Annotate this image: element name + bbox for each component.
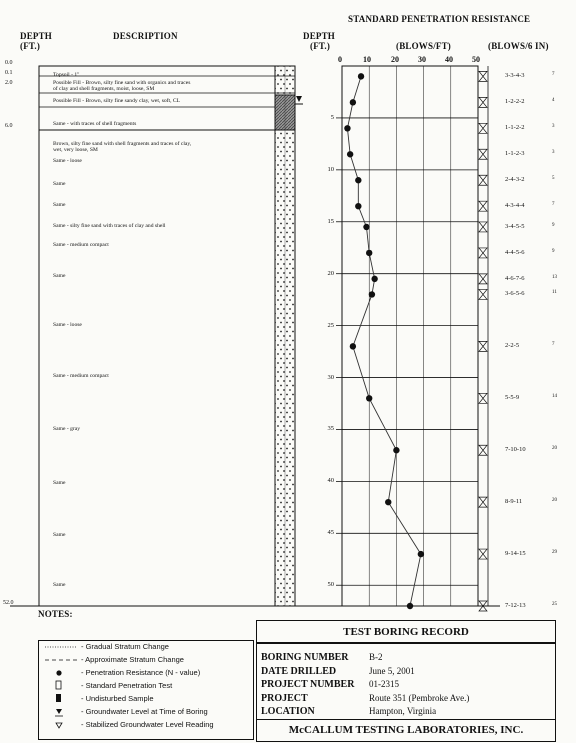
strata-depth-1: 0.1 bbox=[5, 70, 13, 76]
strata-depth-2: 2.0 bbox=[5, 80, 13, 86]
legend-item-dot bbox=[81, 668, 214, 681]
legend-item-undisturbed bbox=[81, 694, 214, 707]
depth-header-right: DEPTH bbox=[303, 31, 336, 41]
stratum-description: Possible Fill - Brown, silty fine sandy clay, wet, soft, CL bbox=[53, 98, 181, 104]
record-row bbox=[261, 647, 469, 661]
n-value-point-5 bbox=[355, 203, 361, 209]
spt-sample-2 bbox=[479, 123, 487, 133]
record-value: Hampton, Virginia bbox=[369, 706, 437, 716]
blows-ft-mark: 20 bbox=[552, 446, 557, 452]
stratum-description: Possible Fill - Brown, silty fine sand with organics and traces bbox=[53, 80, 191, 86]
chart-frame bbox=[342, 66, 478, 606]
y-tick-label: 35 bbox=[327, 425, 334, 433]
blows-6in-value: 4-6-7-6 bbox=[505, 274, 525, 282]
y-tick-label: 45 bbox=[327, 529, 334, 537]
legend-item-spt bbox=[81, 681, 214, 694]
stratum-description: Same - loose bbox=[53, 322, 82, 328]
legend-symbols bbox=[41, 641, 81, 739]
blows-ft-mark: 29 bbox=[552, 550, 557, 556]
n-value-points bbox=[344, 73, 424, 609]
groundwater-level-icon bbox=[295, 96, 303, 104]
record-title: TEST BORING RECORD bbox=[343, 626, 469, 638]
stratum-description: of clay and shell fragments, moist, loose, SM bbox=[53, 86, 155, 92]
record-label: BORING NUMBER bbox=[261, 652, 349, 663]
n-value-point-12 bbox=[393, 447, 399, 453]
record-label: PROJECT NUMBER bbox=[261, 679, 355, 690]
x-tick-50: 50 bbox=[472, 55, 480, 64]
blows-ft-mark: 5 bbox=[552, 176, 555, 182]
spt-sample-11 bbox=[479, 393, 487, 403]
blows-6in-value: 3-3-4-3 bbox=[505, 72, 525, 80]
record-value: 01-2315 bbox=[369, 679, 399, 689]
legend-item-stab bbox=[81, 720, 214, 733]
n-value-point-6 bbox=[363, 224, 369, 230]
spt-sample-9 bbox=[479, 289, 487, 299]
legend-item-dotted bbox=[81, 642, 214, 655]
legend-item-water bbox=[81, 707, 214, 720]
spt-sample-0 bbox=[479, 71, 487, 81]
y-tick-label: 30 bbox=[327, 373, 334, 381]
company-name: McCALLUM TESTING LABORATORIES, INC. bbox=[288, 724, 524, 736]
n-value-point-15 bbox=[407, 603, 413, 609]
blows-ft-mark: 9 bbox=[552, 248, 555, 254]
stratum-description: Same bbox=[53, 532, 66, 538]
blows-6in-value: 2-2-5 bbox=[505, 342, 520, 350]
stratum-description: Same - with traces of shell fragments bbox=[53, 121, 137, 127]
spt-sample-14 bbox=[479, 549, 487, 559]
record-info-box bbox=[256, 642, 556, 742]
blows-6in-value: 4-3-4-4 bbox=[505, 202, 525, 210]
spt-sample-5 bbox=[479, 201, 487, 211]
stratum-description: Same - loose bbox=[53, 158, 82, 164]
record-row bbox=[261, 688, 469, 702]
n-value-point-7 bbox=[366, 250, 372, 256]
stratum-description: Same bbox=[53, 480, 66, 486]
stratum-description: Topsoil - 1" bbox=[53, 72, 80, 78]
n-value-point-13 bbox=[385, 499, 391, 505]
legend-text: - Stabilized Groundwater Level Reading bbox=[81, 720, 214, 729]
blows-ft-header: (BLOWS/FT) bbox=[396, 41, 452, 51]
record-title-box bbox=[256, 620, 556, 644]
y-tick-label: 40 bbox=[327, 477, 334, 485]
stratum-description: Same - medium compact bbox=[53, 373, 109, 379]
legend-box bbox=[38, 640, 254, 740]
n-value-point-1 bbox=[350, 99, 356, 105]
x-tick-10: 10 bbox=[363, 55, 371, 64]
stratum-description: Same - silty fine sand with traces of clay and shell bbox=[53, 223, 166, 229]
n-value-line bbox=[347, 76, 420, 606]
stratum-description: Brown, silty fine sand with shell fragments and traces of clay, bbox=[53, 141, 192, 147]
strata-depth-0: 0.0 bbox=[5, 60, 13, 66]
spt-sample-1 bbox=[479, 97, 487, 107]
blows-6in-value: 7-10-10 bbox=[505, 446, 526, 454]
x-tick-30: 30 bbox=[418, 55, 426, 64]
legend-text: - Standard Penetration Test bbox=[81, 681, 173, 690]
ft-header-right: (FT.) bbox=[310, 41, 331, 51]
blows-ft-mark: 20 bbox=[552, 498, 557, 504]
blows-ft-mark: 14 bbox=[552, 394, 557, 400]
legend-item-dashed bbox=[81, 655, 214, 668]
n-value-point-9 bbox=[369, 291, 375, 297]
legend-text: - Groundwater Level at Time of Boring bbox=[81, 707, 208, 716]
stratum-description: Same bbox=[53, 181, 66, 187]
n-value-point-2 bbox=[344, 125, 350, 131]
blows-ft-mark: 7 bbox=[552, 202, 555, 208]
y-tick-label: 15 bbox=[327, 217, 334, 225]
blows-6in-value: 3-4-5-5 bbox=[505, 222, 525, 230]
blows-ft-mark: 7 bbox=[552, 72, 555, 78]
n-value-point-8 bbox=[371, 276, 377, 282]
legend-text: - Undisturbed Sample bbox=[81, 694, 154, 703]
blows-ft-mark: 13 bbox=[552, 274, 557, 280]
legend-text: - Approximate Stratum Change bbox=[81, 655, 184, 664]
chart-grid bbox=[336, 66, 478, 606]
record-row bbox=[261, 674, 469, 688]
spr-title: STANDARD PENETRATION RESISTANCE bbox=[348, 14, 531, 24]
stratum-description: Same bbox=[53, 202, 66, 208]
legend-text: - Gradual Stratum Change bbox=[81, 642, 169, 651]
blows-6in-header: (BLOWS/6 IN) bbox=[488, 41, 549, 51]
record-value: June 5, 2001 bbox=[369, 665, 415, 676]
strata-depth-4: 52.0 bbox=[3, 600, 14, 606]
y-tick-label: 25 bbox=[327, 321, 334, 329]
blows-ft-mark: 9 bbox=[552, 222, 555, 228]
spt-sample-marks bbox=[479, 71, 487, 611]
n-value-point-4 bbox=[355, 177, 361, 183]
stratum-description: Same - medium compact bbox=[53, 242, 109, 248]
n-value-point-11 bbox=[366, 395, 372, 401]
description-header: DESCRIPTION bbox=[113, 31, 178, 41]
x-tick-20: 20 bbox=[391, 55, 399, 64]
spt-sample-10 bbox=[479, 341, 487, 351]
x-tick-40: 40 bbox=[445, 55, 453, 64]
blows-6in-value: 2-4-3-2 bbox=[505, 176, 525, 184]
spt-sample-4 bbox=[479, 175, 487, 185]
stratum-description: Same bbox=[53, 273, 66, 279]
y-tick-label: 50 bbox=[327, 581, 334, 589]
record-label: DATE DRILLED bbox=[261, 665, 337, 677]
strata-depth-3: 6.0 bbox=[5, 123, 13, 129]
n-value-point-3 bbox=[347, 151, 353, 157]
company-strip bbox=[257, 719, 555, 740]
blows-ft-mark: 11 bbox=[552, 290, 557, 296]
spt-sample-13 bbox=[479, 497, 487, 507]
n-value-point-10 bbox=[350, 343, 356, 349]
blows-ft-mark: 25 bbox=[552, 602, 557, 607]
blows-6in-value: 3-6-5-6 bbox=[505, 290, 525, 298]
spt-sample-6 bbox=[479, 222, 487, 232]
spt-sample-3 bbox=[479, 149, 487, 159]
record-label: LOCATION bbox=[261, 706, 315, 717]
blows-6in-value: 5-5-9 bbox=[505, 394, 520, 402]
blows-6in-value: 1-2-2-2 bbox=[505, 98, 525, 106]
record-row bbox=[261, 661, 469, 675]
blows-6in-value: 8-9-11 bbox=[505, 498, 523, 506]
blows-ft-mark: 3 bbox=[552, 124, 555, 130]
record-value: B-2 bbox=[369, 652, 383, 662]
blows-ft-mark: 7 bbox=[552, 342, 555, 348]
y-tick-label: 10 bbox=[327, 165, 334, 173]
spt-sample-8 bbox=[479, 274, 487, 284]
ft-header-left: (FT.) bbox=[20, 41, 41, 51]
blows-ft-mark: 3 bbox=[552, 150, 555, 156]
stratum-description: Same - gray bbox=[53, 426, 81, 432]
blows-6in-value: 4-4-5-6 bbox=[505, 248, 525, 256]
stratum-description: wet, very loose, SM bbox=[53, 147, 98, 153]
spt-sample-12 bbox=[479, 445, 487, 455]
spt-sample-7 bbox=[479, 248, 487, 258]
blows-6in-value: 7-12-13 bbox=[505, 602, 526, 609]
n-value-point-0 bbox=[358, 73, 364, 79]
notes-label: NOTES: bbox=[38, 609, 73, 619]
y-tick-label: 20 bbox=[327, 269, 334, 277]
x-tick-0: 0 bbox=[338, 55, 342, 64]
record-value: Route 351 (Pembroke Ave.) bbox=[369, 692, 470, 703]
y-tick-label: 5 bbox=[330, 113, 334, 121]
blows-6in-value: 9-14-15 bbox=[505, 550, 526, 558]
record-row bbox=[261, 701, 469, 715]
depth-header-left: DEPTH bbox=[20, 31, 53, 41]
n-value-point-14 bbox=[418, 551, 424, 557]
blows-6in-value: 1-1-2-2 bbox=[505, 124, 525, 132]
legend-text: - Penetration Resistance (N - value) bbox=[81, 668, 201, 677]
stratum-description: Same bbox=[53, 582, 66, 588]
blows-6in-value: 1-1-2-3 bbox=[505, 150, 525, 158]
blows-ft-mark: 4 bbox=[552, 98, 555, 104]
record-label: PROJECT bbox=[261, 692, 308, 704]
